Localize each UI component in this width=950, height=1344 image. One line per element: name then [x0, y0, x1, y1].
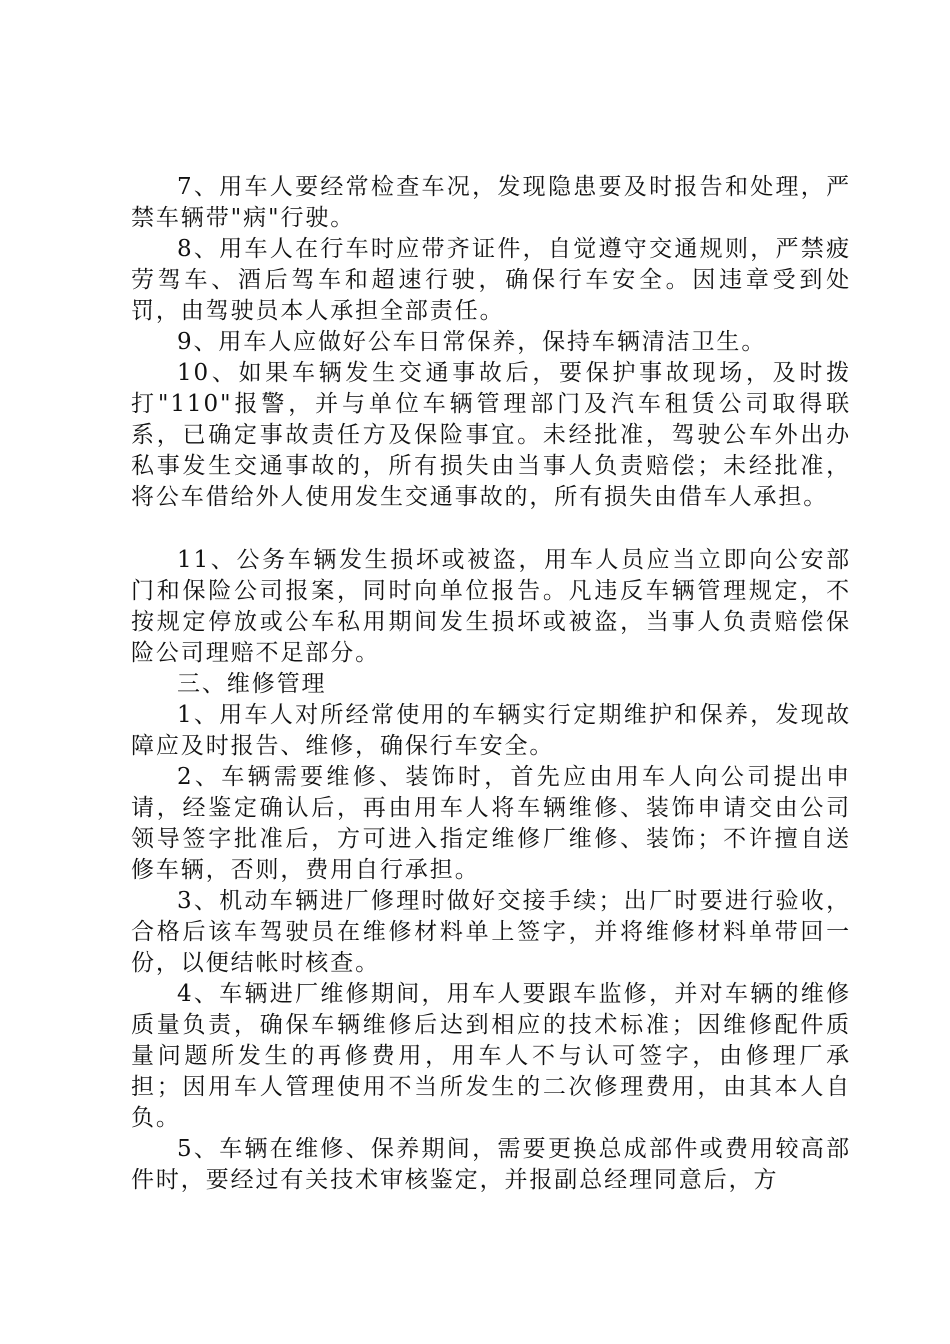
paragraph-item-9: 9、用车人应做好公车日常保养，保持车辆清洁卫生。 — [177, 329, 767, 355]
paragraph-item-10: 10、如果车辆发生交通事故后，要保护事故现场，及时拨打"110"报警，并与单位车辆管理部门及汽车租赁公司取得联系，已确定事故责任方及保险事宜。未经批准，驾驶公车外出办私事发生交通事故的，所有损失由当事人负责赔偿；未经批准，将公车借给外人使用发生交通事故的，所有损失由借车人承担。 — [131, 360, 851, 510]
maintenance-item-2: 2、车辆需要维修、装饰时，首先应由用车人向公司提出申请，经鉴定确认后，再由用车人将车辆维修、装饰申请交由公司领导签字批准后，方可进入指定维修厂维修、装饰；不许擅自送修车辆，否则，费用自行承担。 — [131, 764, 851, 883]
document-body — [131, 172, 851, 1196]
paragraph-item-7: 7、用车人要经常检查车况，发现隐患要及时报告和处理，严禁车辆带"病"行驶。 — [131, 174, 851, 231]
maintenance-item-5: 5、车辆在维修、保养期间，需要更换总成部件或费用较高部件时，要经过有关技术审核鉴定，并报副总经理同意后，方 — [131, 1136, 851, 1193]
paragraph-item-8: 8、用车人在行车时应带齐证件，自觉遵守交通规则，严禁疲劳驾车、酒后驾车和超速行驶，确保行车安全。因违章受到处罚，由驾驶员本人承担全部责任。 — [131, 236, 851, 324]
maintenance-item-3: 3、机动车辆进厂修理时做好交接手续；出厂时要进行验收，合格后该车驾驶员在维修材料单上签字，并将维修材料单带回一份，以便结帐时核查。 — [131, 888, 851, 976]
maintenance-item-4: 4、车辆进厂维修期间，用车人要跟车监修，并对车辆的维修质量负责，确保车辆维修后达到相应的技术标准；因维修配件质量问题所发生的再修费用，用车人不与认可签字，由修理厂承担；因用车人管理使用不当所发生的二次修理费用，由其本人自负。 — [131, 981, 851, 1131]
section-heading-maintenance: 三、维修管理 — [177, 671, 327, 697]
paragraph-item-11: 11、公务车辆发生损坏或被盗，用车人员应当立即向公安部门和保险公司报案，同时向单位报告。凡违反车辆管理规定，不按规定停放或公车私用期间发生损坏或被盗，当事人负责赔偿保险公司理赔不足部分。 — [131, 547, 851, 666]
maintenance-item-1: 1、用车人对所经常使用的车辆实行定期维护和保养，发现故障应及时报告、维修，确保行车安全。 — [131, 702, 851, 759]
